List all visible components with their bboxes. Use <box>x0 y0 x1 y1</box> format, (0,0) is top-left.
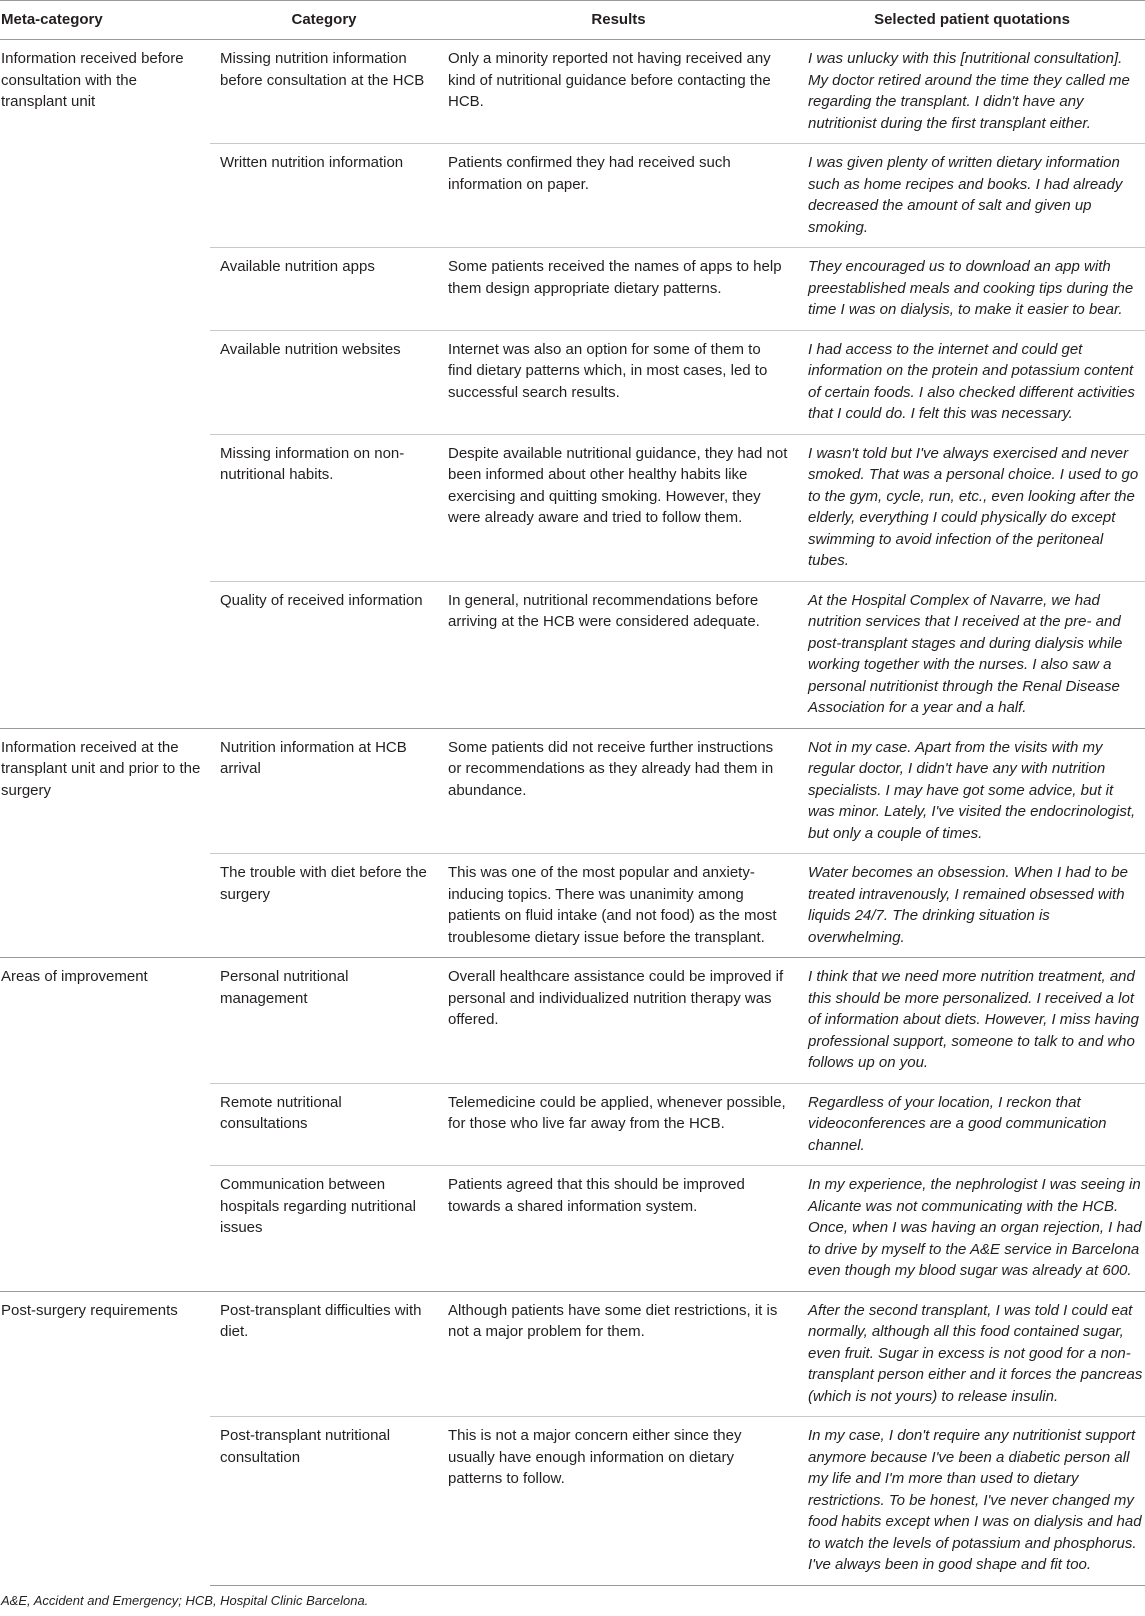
results-cell: Some patients did not receive further instructions or recommendations as they already had them in abundance. <box>438 728 799 854</box>
quotation-cell: I wasn't told but I've always exercised and never smoked. That was a personal choice. I used to go to the gym, cycle, run, etc., even looking after the elderly, everything I could physically do except swimming to avoid infection of the peritoneal tubes. <box>799 434 1145 581</box>
results-cell: This was one of the most popular and anxiety-inducing topics. There was unanimity among patients on fluid intake (and not food) as the most troublesome dietary issue before the transplant. <box>438 854 799 958</box>
results-cell: In general, nutritional recommendations before arriving at the HCB were considered adequate. <box>438 581 799 728</box>
header-quotations: Selected patient quotations <box>799 1 1145 40</box>
category-cell: Remote nutritional consultations <box>210 1083 438 1166</box>
category-cell: Available nutrition apps <box>210 248 438 331</box>
category-cell: The trouble with diet before the surgery <box>210 854 438 958</box>
quotation-cell: I think that we need more nutrition treatment, and this should be more personalized. I received a lot of information about diets. However, I miss having professional support, someone to talk to and who follows up on you. <box>799 958 1145 1084</box>
results-cell: Telemedicine could be applied, whenever possible, for those who live far away from the HCB. <box>438 1083 799 1166</box>
results-cell: This is not a major concern either since they usually have enough information on dietary patterns to follow. <box>438 1417 799 1586</box>
category-cell: Missing nutrition information before consultation at the HCB <box>210 40 438 144</box>
quotation-cell: Water becomes an obsession. When I had to be treated intravenously, I remained obsessed with liquids 24/7. The drinking situation is overwhelming. <box>799 854 1145 958</box>
table-footnote: A&E, Accident and Emergency; HCB, Hospital Clinic Barcelona. <box>1 1592 369 1608</box>
header-results: Results <box>438 1 799 40</box>
results-cell: Despite available nutritional guidance, they had not been informed about other healthy habits like exercising and quitting smoking. However, they were already aware and tried to follow them. <box>438 434 799 581</box>
meta-category-cell: Information received before consultation with the transplant unit <box>0 40 210 729</box>
category-cell: Available nutrition websites <box>210 330 438 434</box>
category-cell: Nutrition information at HCB arrival <box>210 728 438 854</box>
quotation-cell: They encouraged us to download an app with preestablished meals and cooking tips during the time I was on dialysis, to make it easier to bear. <box>799 248 1145 331</box>
table-row <box>0 1291 1145 1417</box>
table-row <box>0 40 1145 144</box>
results-cell: Some patients received the names of apps to help them design appropriate dietary patterns. <box>438 248 799 331</box>
header-category: Category <box>210 1 438 40</box>
category-cell: Missing information on non-nutritional habits. <box>210 434 438 581</box>
quotation-cell: I was given plenty of written dietary information such as home recipes and books. I had already decreased the amount of salt and given up smoking. <box>799 144 1145 248</box>
category-cell: Post-transplant nutritional consultation <box>210 1417 438 1586</box>
results-cell: Overall healthcare assistance could be improved if personal and individualized nutrition therapy was offered. <box>438 958 799 1084</box>
category-cell: Quality of received information <box>210 581 438 728</box>
category-cell: Written nutrition information <box>210 144 438 248</box>
quotation-cell: At the Hospital Complex of Navarre, we had nutrition services that I received at the pre- and post-transplant stages and during dialysis while working together with the nurses. I also saw a personal nutritionist through the Renal Disease Association for a year and a half. <box>799 581 1145 728</box>
results-cell: Only a minority reported not having received any kind of nutritional guidance before contacting the HCB. <box>438 40 799 144</box>
quotation-cell: Not in my case. Apart from the visits with my regular doctor, I didn't have any with nutrition specialists. I may have got some advice, but it was minor. Lately, I've visited the endocrinologist, but only a couple of times. <box>799 728 1145 854</box>
table-header <box>0 1 1145 40</box>
results-cell: Although patients have some diet restrictions, it is not a major problem for them. <box>438 1291 799 1417</box>
category-cell: Personal nutritional management <box>210 958 438 1084</box>
quotation-cell: After the second transplant, I was told I could eat normally, although all this food contained sugar, even fruit. Sugar in excess is not good for a non-transplant person either and it forces the pancreas (which is not yours) to release insulin. <box>799 1291 1145 1417</box>
results-cell: Internet was also an option for some of them to find dietary patterns which, in most cases, led to successful search results. <box>438 330 799 434</box>
table-row <box>0 958 1145 1084</box>
category-cell: Post-transplant difficulties with diet. <box>210 1291 438 1417</box>
table-body <box>0 40 1145 1586</box>
quotation-cell: I was unlucky with this [nutritional consultation]. My doctor retired around the time they called me regarding the transplant. I didn't have any nutritionist during the first transplant either. <box>799 40 1145 144</box>
quotation-cell: In my experience, the nephrologist I was seeing in Alicante was not communicating with the HCB. Once, when I was having an organ rejection, I had to drive by myself to the A&E service in Barcelona even though my blood sugar was already at 600. <box>799 1166 1145 1292</box>
quotation-cell: In my case, I don't require any nutritionist support anymore because I've been a diabetic person all my life and I'm more than used to dietary restrictions. To be honest, I've never changed my food habits except when I was on dialysis and had to watch the levels of potassium and phosphorus. I've always been in good shape and fit too. <box>799 1417 1145 1586</box>
quotation-cell: I had access to the internet and could get information on the protein and potassium content of certain foods. I also checked different activities that I could do. I felt this was necessary. <box>799 330 1145 434</box>
category-cell: Communication between hospitals regarding nutritional issues <box>210 1166 438 1292</box>
results-cell: Patients confirmed they had received such information on paper. <box>438 144 799 248</box>
table-row <box>0 728 1145 854</box>
header-meta-category: Meta-category <box>0 1 210 40</box>
meta-category-cell: Areas of improvement <box>0 958 210 1292</box>
meta-category-cell: Information received at the transplant unit and prior to the surgery <box>0 728 210 958</box>
quotation-cell: Regardless of your location, I reckon that videoconferences are a good communication channel. <box>799 1083 1145 1166</box>
results-cell: Patients agreed that this should be improved towards a shared information system. <box>438 1166 799 1292</box>
meta-category-cell: Post-surgery requirements <box>0 1291 210 1585</box>
